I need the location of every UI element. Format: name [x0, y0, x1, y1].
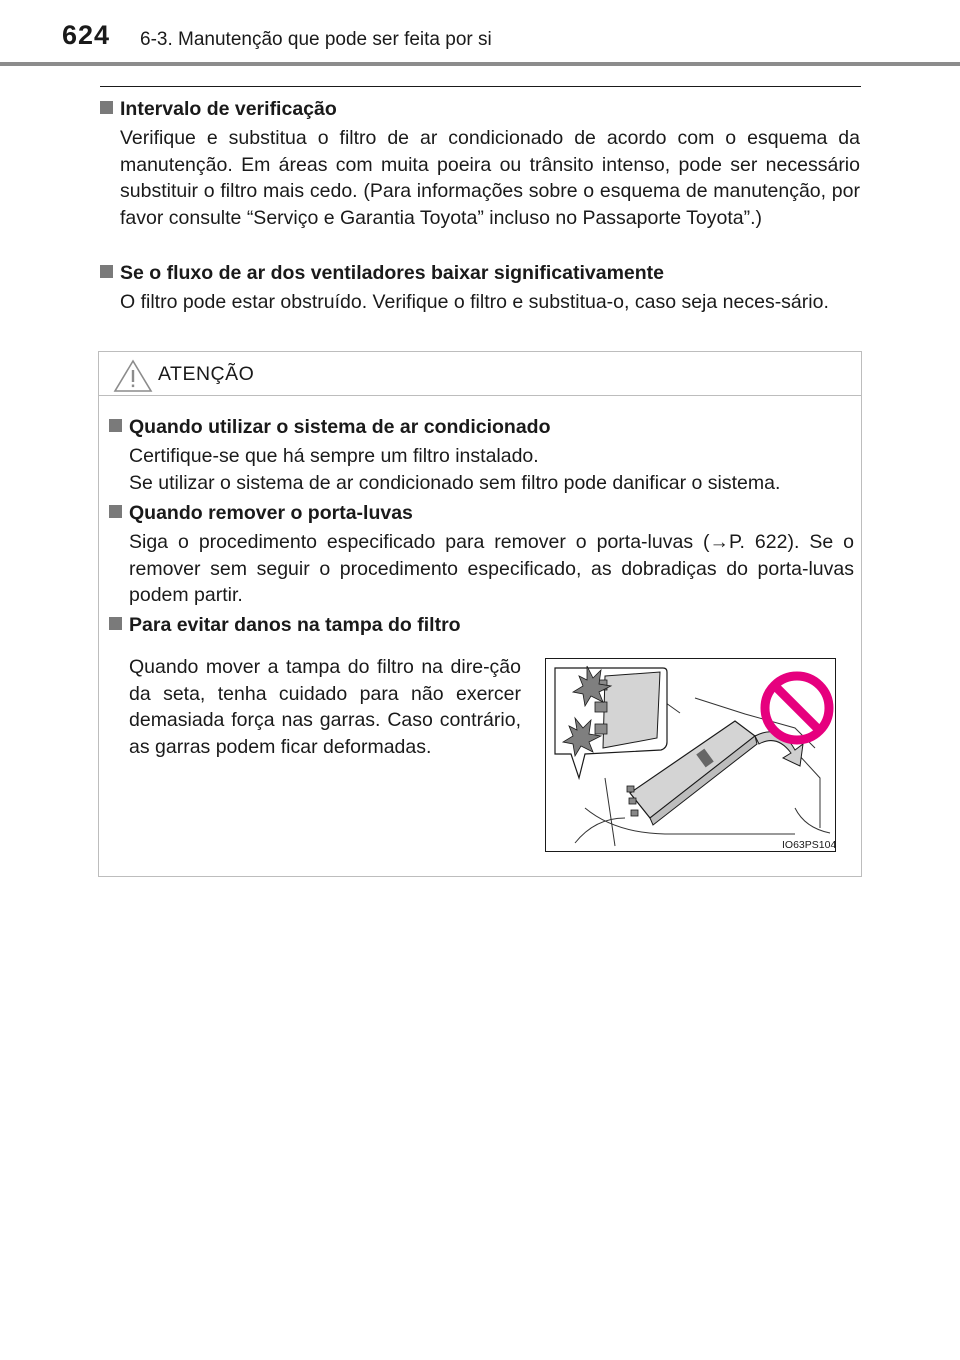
section-heading-text: Se o fluxo de ar dos ventiladores baixar significativamente	[120, 262, 665, 284]
warning-item-paragraph: Siga o procedimento especificado para remover o porta-luvas (→P. 622). Se o remover sem seguir o procedimento especificado, as dobradiças do porta-luvas podem partir.	[129, 531, 854, 606]
warning-triangle-icon	[113, 359, 153, 393]
section-heading	[100, 260, 860, 286]
warning-item-heading-text: Quando remover o porta-luvas	[129, 502, 413, 524]
section-paragraph: Verifique e substitua o filtro de ar condicionado de acordo com o esquema da manutenção. Em áreas com muita poeira ou trânsito intenso, pode ser necessário substituir o filtro mais cedo. (Para informações sobre o esquema de manutenção, por favor consulte “Serviço e Garantia Toyota” incluso no Passaporte Toyota”.)	[120, 127, 860, 229]
warning-box-header	[99, 352, 861, 396]
square-bullet-icon	[109, 505, 122, 518]
warning-item-glovebox	[109, 500, 854, 609]
warning-item-heading	[109, 612, 854, 638]
square-bullet-icon	[100, 101, 113, 114]
warning-item-paragraph: Certifique-se que há sempre um filtro instalado. Se utilizar o sistema de ar condicionado sem filtro pode danificar o sistema.	[129, 445, 781, 494]
section-interval	[100, 96, 860, 231]
filter-cover-illustration	[545, 658, 836, 852]
header-rule	[0, 62, 960, 66]
page-number: 624	[62, 20, 111, 50]
square-bullet-icon	[100, 265, 113, 278]
content-divider	[100, 86, 861, 87]
warning-item-heading-text: Quando utilizar o sistema de ar condicionado	[129, 416, 551, 438]
warning-box	[98, 351, 862, 877]
warning-item-ac	[109, 414, 854, 496]
section-title: 6-3. Manutenção que pode ser feita por si	[140, 29, 492, 50]
warning-item-filter-cover	[109, 612, 854, 638]
warning-box-title: ATENÇÃO	[158, 363, 255, 385]
warning-item-heading-text: Para evitar danos na tampa do filtro	[129, 614, 461, 636]
warning-item-heading	[109, 500, 854, 526]
figure-code: IO63PS104	[782, 839, 837, 851]
section-heading-text: Intervalo de verificação	[120, 98, 337, 120]
section-airflow	[100, 260, 860, 316]
square-bullet-icon	[109, 617, 122, 630]
section-paragraph: O filtro pode estar obstruído. Verifique o filtro e substitua-o, caso seja neces-sário.	[120, 291, 829, 313]
section-heading	[100, 96, 860, 122]
filter-cover-paragraph: Quando mover a tampa do filtro na dire-ção da seta, tenha cuidado para não exercer demasiada força nas garras. Caso contrário, as garras podem ficar deformadas.	[129, 656, 521, 758]
square-bullet-icon	[109, 419, 122, 432]
page-header	[0, 0, 960, 68]
warning-item-heading	[109, 414, 854, 440]
